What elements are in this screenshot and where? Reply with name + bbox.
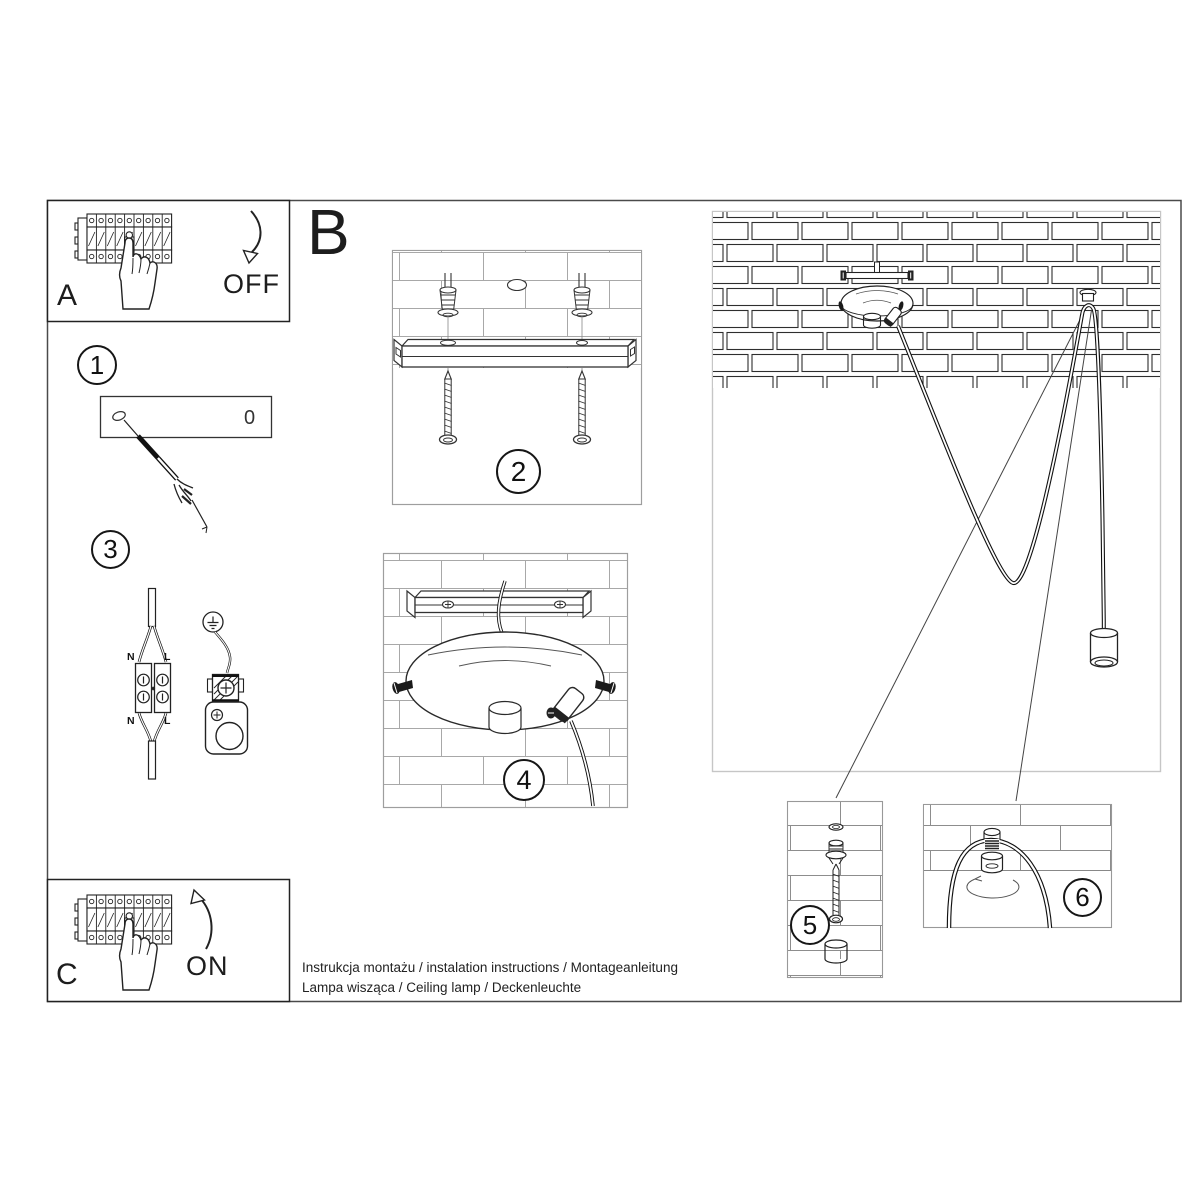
earth-symbol-icon (203, 612, 223, 632)
earth-lug-body (206, 702, 248, 754)
step3-wiring-diagram (136, 589, 248, 780)
step-number-4: 4 (503, 759, 545, 801)
step-number-2: 2 (496, 449, 541, 494)
plate-hole-marking: 0 (244, 407, 256, 429)
panel-c-action-on: ON (186, 951, 229, 981)
panel-c-label: C (56, 958, 78, 991)
wire-label-neutral-top: N (127, 651, 135, 663)
detail5-hook-parts (788, 802, 883, 978)
wire-label-live-top: L (164, 651, 171, 663)
footer-product-line: Lampa wisząca / Ceiling lamp / Deckenleuchte (302, 980, 582, 995)
panel-a-action-off: OFF (223, 269, 280, 299)
step-number-3: 3 (91, 530, 130, 569)
panel-a-label: A (57, 279, 78, 312)
earth-clamp (208, 675, 244, 701)
footer-instructions-line: Instrukcja montażu / instalation instructions / Montageanleitung (302, 960, 678, 975)
breaker-on-illustration (48, 880, 290, 1002)
wire-label-neutral-bottom: N (127, 715, 135, 727)
mounting-bar (394, 340, 636, 368)
wire-label-live-bottom: L (164, 715, 171, 727)
step-number-6: 6 (1063, 878, 1102, 917)
step-number-1: 1 (77, 345, 117, 385)
pendant-overview-illustration (713, 212, 1161, 802)
section-label-b: B (307, 196, 350, 268)
step-number-5: 5 (790, 905, 830, 945)
ceiling-hook (1080, 289, 1096, 301)
breaker-off-illustration (48, 201, 290, 322)
